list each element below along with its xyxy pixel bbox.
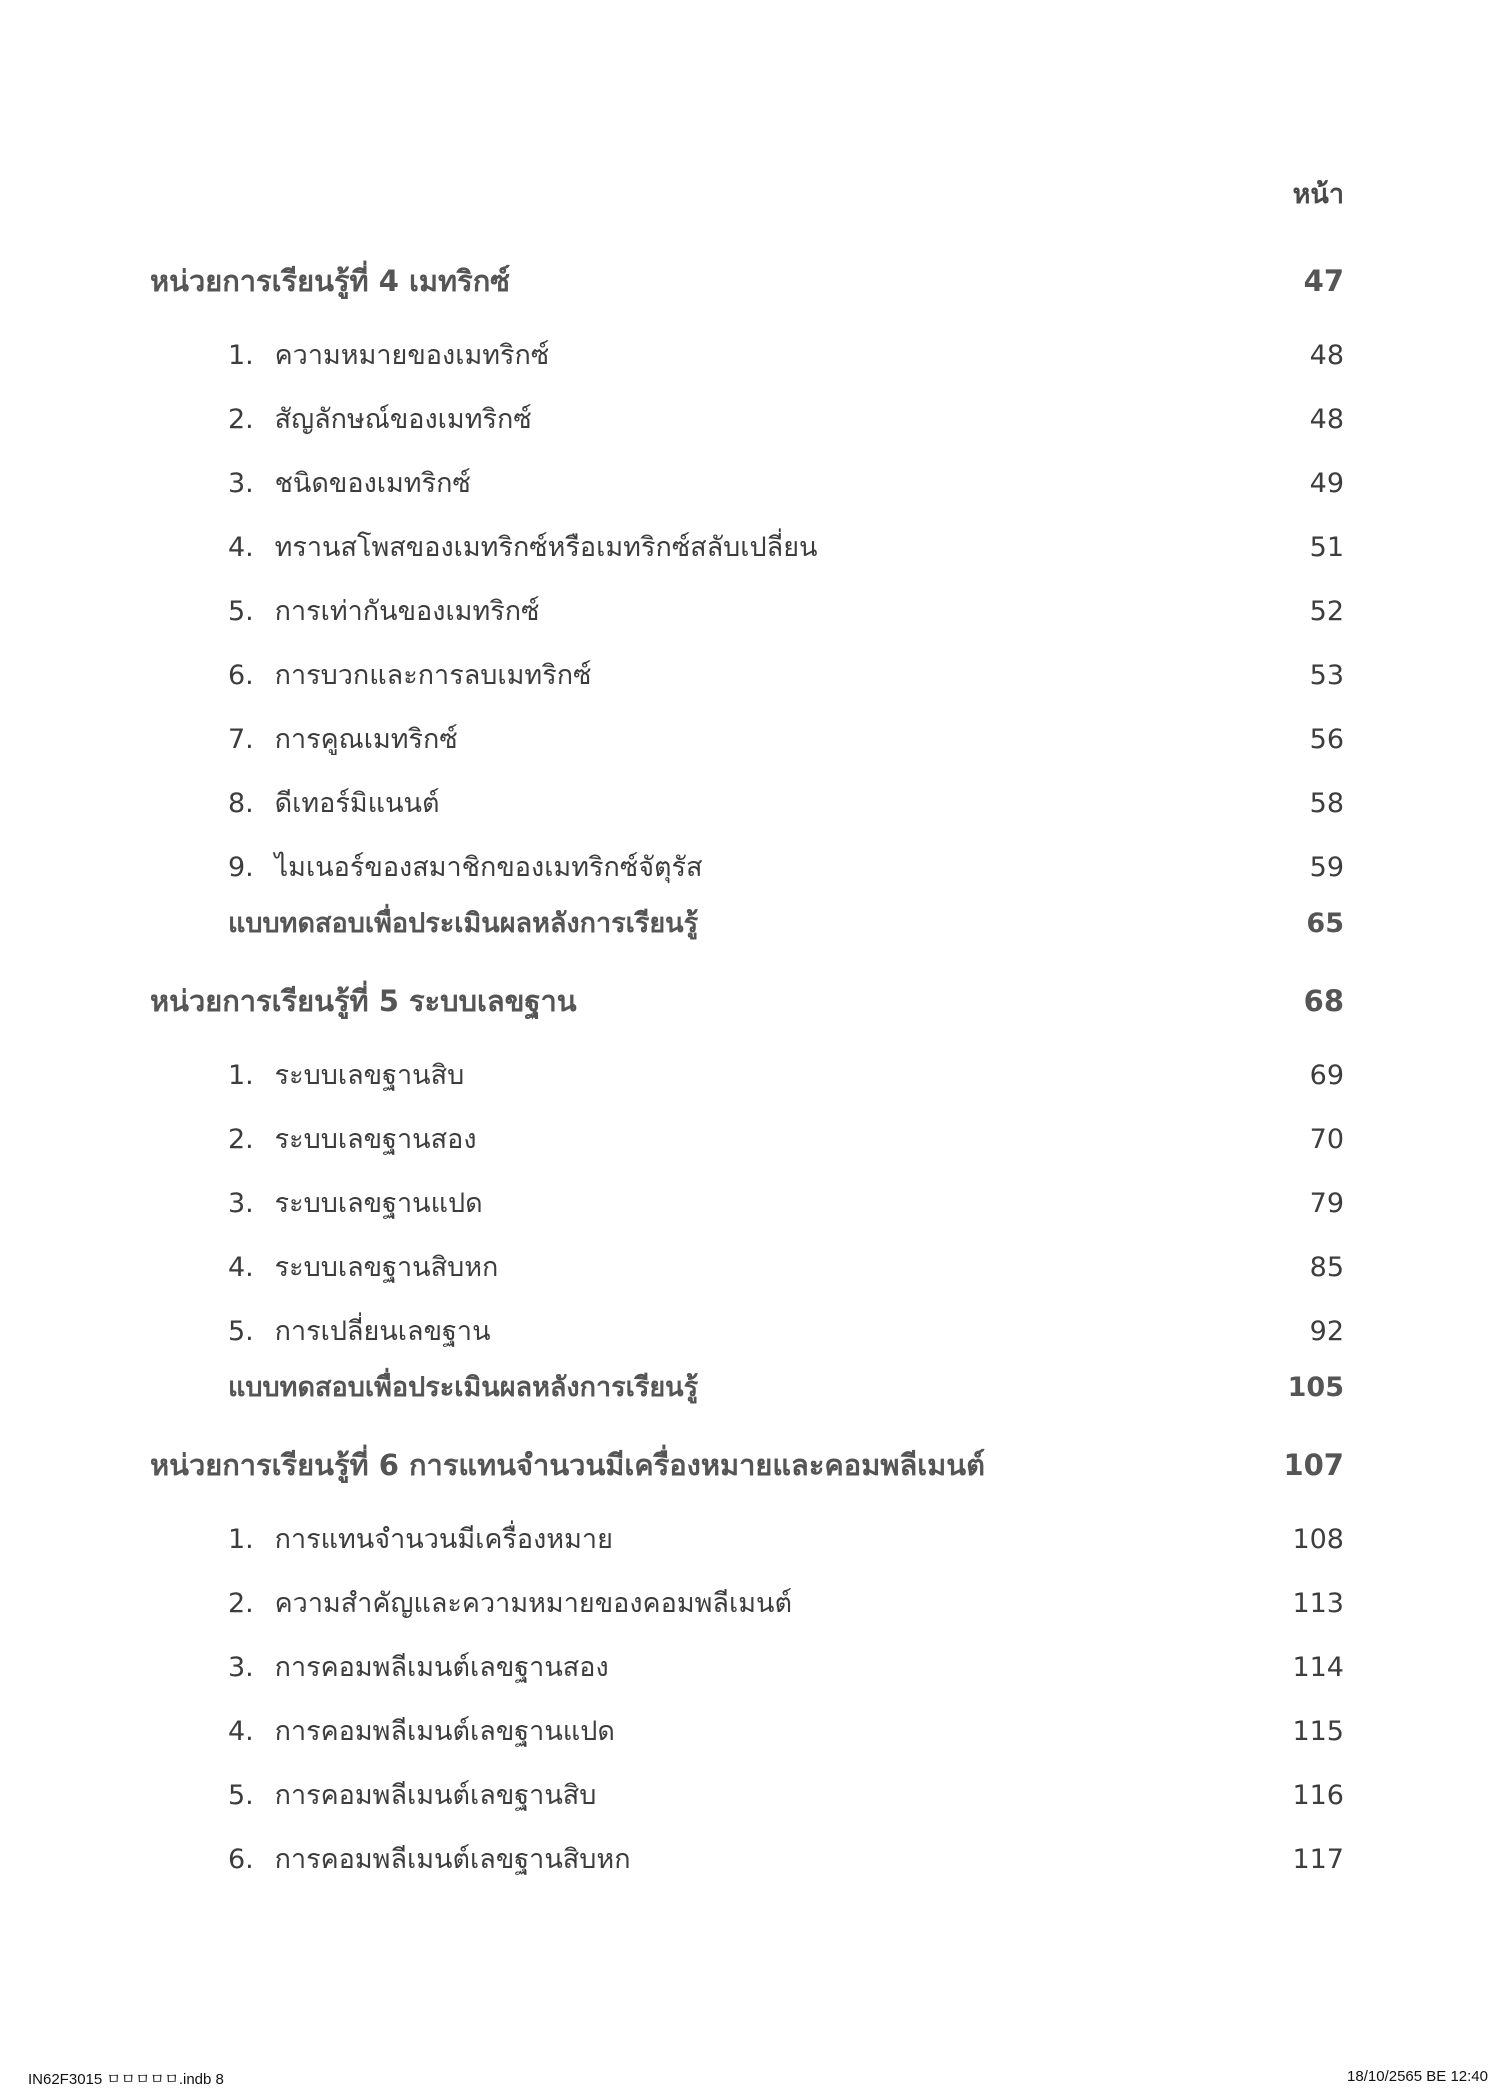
print-slug-left: IN62F3015 ㅁㅁㅁㅁㅁ.indb 8 bbox=[28, 2071, 224, 2088]
unit-page: 107 bbox=[1283, 1448, 1344, 1482]
entry-number: 7. bbox=[228, 724, 254, 755]
entry-title: การคอมพลีเมนต์เลขฐานสอง bbox=[274, 1652, 609, 1683]
toc-unit-heading[interactable] bbox=[150, 244, 1344, 318]
toc-assessment[interactable] bbox=[150, 900, 1344, 948]
entry-page: 115 bbox=[1292, 1716, 1344, 1747]
entry-number: 3. bbox=[228, 468, 254, 499]
entry-number: 5. bbox=[228, 1316, 254, 1347]
entry-title: การคูณเมทริกซ์ bbox=[274, 724, 458, 755]
unit-page: 47 bbox=[1303, 264, 1344, 298]
entry-title: ทรานสโพสของเมทริกซ์หรือเมทริกซ์สลับเปลี่ยน bbox=[274, 532, 818, 563]
toc-entry[interactable] bbox=[150, 1764, 1344, 1828]
entry-title: ระบบเลขฐานสิบ bbox=[274, 1060, 465, 1091]
toc-entry[interactable] bbox=[150, 516, 1344, 580]
toc-unit-heading[interactable] bbox=[150, 1428, 1344, 1502]
toc-entry[interactable] bbox=[150, 836, 1344, 900]
entry-page: 117 bbox=[1292, 1844, 1344, 1875]
entry-number: 1. bbox=[228, 1524, 254, 1555]
entry-title: ความสำคัญและความหมายของคอมพลีเมนต์ bbox=[274, 1588, 792, 1619]
toc-entry[interactable] bbox=[150, 772, 1344, 836]
entry-page: 69 bbox=[1309, 1060, 1344, 1091]
entry-page: 48 bbox=[1309, 404, 1344, 435]
entry-number: 2. bbox=[228, 1124, 254, 1155]
entry-page: 58 bbox=[1309, 788, 1344, 819]
entry-page: 53 bbox=[1309, 660, 1344, 691]
toc-entry[interactable] bbox=[150, 1828, 1344, 1892]
entry-number: 8. bbox=[228, 788, 254, 819]
table-of-contents bbox=[150, 244, 1344, 1892]
unit-page: 68 bbox=[1303, 984, 1344, 1018]
toc-entry[interactable] bbox=[150, 1236, 1344, 1300]
entry-number: 4. bbox=[228, 1716, 254, 1747]
toc-entry[interactable] bbox=[150, 1172, 1344, 1236]
toc-entry[interactable] bbox=[150, 1572, 1344, 1636]
entry-page: 108 bbox=[1292, 1524, 1344, 1555]
entry-page: 85 bbox=[1309, 1252, 1344, 1283]
entry-number: 5. bbox=[228, 1780, 254, 1811]
toc-entry[interactable] bbox=[150, 1108, 1344, 1172]
toc-entry[interactable] bbox=[150, 324, 1344, 388]
entry-page: 56 bbox=[1309, 724, 1344, 755]
entry-title: การคอมพลีเมนต์เลขฐานแปด bbox=[274, 1716, 615, 1747]
entry-title: ชนิดของเมทริกซ์ bbox=[274, 468, 471, 499]
assessment-page: 105 bbox=[1287, 1372, 1344, 1403]
entry-number: 1. bbox=[228, 340, 254, 371]
entry-number: 4. bbox=[228, 532, 254, 563]
entry-page: 51 bbox=[1309, 532, 1344, 563]
entry-page: 114 bbox=[1292, 1652, 1344, 1683]
entry-number: 6. bbox=[228, 1844, 254, 1875]
entry-title: ไมเนอร์ของสมาชิกของเมทริกซ์จัตุรัส bbox=[274, 852, 703, 883]
page-column-header: หน้า bbox=[1292, 179, 1344, 210]
toc-entry[interactable] bbox=[150, 580, 1344, 644]
entry-number: 2. bbox=[228, 404, 254, 435]
toc-unit-heading[interactable] bbox=[150, 964, 1344, 1038]
entry-number: 2. bbox=[228, 1588, 254, 1619]
assessment-title: แบบทดสอบเพื่อประเมินผลหลังการเรียนรู้ bbox=[228, 1372, 699, 1403]
unit-title: หน่วยการเรียนรู้ที่ 5 ระบบเลขฐาน bbox=[150, 984, 577, 1018]
entry-number: 9. bbox=[228, 852, 254, 883]
entry-page: 48 bbox=[1309, 340, 1344, 371]
entry-page: 49 bbox=[1309, 468, 1344, 499]
entry-title: การแทนจำนวนมีเครื่องหมาย bbox=[274, 1524, 613, 1555]
unit-title: หน่วยการเรียนรู้ที่ 4 เมทริกซ์ bbox=[150, 264, 510, 298]
entry-title: ระบบเลขฐานแปด bbox=[274, 1188, 483, 1219]
entry-title: ระบบเลขฐานสอง bbox=[274, 1124, 477, 1155]
assessment-title: แบบทดสอบเพื่อประเมินผลหลังการเรียนรู้ bbox=[228, 908, 699, 939]
entry-page: 52 bbox=[1309, 596, 1344, 627]
toc-entry[interactable] bbox=[150, 1300, 1344, 1364]
entry-title: การเท่ากันของเมทริกซ์ bbox=[274, 596, 540, 627]
entry-page: 59 bbox=[1309, 852, 1344, 883]
entry-title: ดีเทอร์มิแนนต์ bbox=[274, 788, 440, 819]
entry-number: 3. bbox=[228, 1188, 254, 1219]
entry-number: 6. bbox=[228, 660, 254, 691]
entry-title: สัญลักษณ์ของเมทริกซ์ bbox=[274, 404, 532, 435]
entry-title: ความหมายของเมทริกซ์ bbox=[274, 340, 550, 371]
assessment-page: 65 bbox=[1306, 908, 1344, 939]
entry-number: 1. bbox=[228, 1060, 254, 1091]
entry-title: การบวกและการลบเมทริกซ์ bbox=[274, 660, 592, 691]
entry-title: การคอมพลีเมนต์เลขฐานสิบหก bbox=[274, 1844, 631, 1875]
entry-page: 92 bbox=[1309, 1316, 1344, 1347]
entry-page: 113 bbox=[1292, 1588, 1344, 1619]
toc-entry[interactable] bbox=[150, 388, 1344, 452]
entry-title: การเปลี่ยนเลขฐาน bbox=[274, 1316, 491, 1347]
entry-page: 116 bbox=[1292, 1780, 1344, 1811]
toc-entry[interactable] bbox=[150, 1700, 1344, 1764]
toc-entry[interactable] bbox=[150, 644, 1344, 708]
entry-number: 5. bbox=[228, 596, 254, 627]
toc-entry[interactable] bbox=[150, 452, 1344, 516]
entry-page: 79 bbox=[1309, 1188, 1344, 1219]
toc-entry[interactable] bbox=[150, 1508, 1344, 1572]
entry-title: ระบบเลขฐานสิบหก bbox=[274, 1252, 499, 1283]
toc-entry[interactable] bbox=[150, 1044, 1344, 1108]
entry-page: 70 bbox=[1309, 1124, 1344, 1155]
unit-title: หน่วยการเรียนรู้ที่ 6 การแทนจำนวนมีเครื่องหมายและคอมพลีเมนต์ bbox=[150, 1448, 985, 1482]
toc-entry[interactable] bbox=[150, 708, 1344, 772]
entry-number: 3. bbox=[228, 1652, 254, 1683]
entry-title: การคอมพลีเมนต์เลขฐานสิบ bbox=[274, 1780, 597, 1811]
toc-assessment[interactable] bbox=[150, 1364, 1344, 1412]
toc-entry[interactable] bbox=[150, 1636, 1344, 1700]
print-slug-right: 18/10/2565 BE 12:40 bbox=[1347, 2068, 1488, 2085]
entry-number: 4. bbox=[228, 1252, 254, 1283]
